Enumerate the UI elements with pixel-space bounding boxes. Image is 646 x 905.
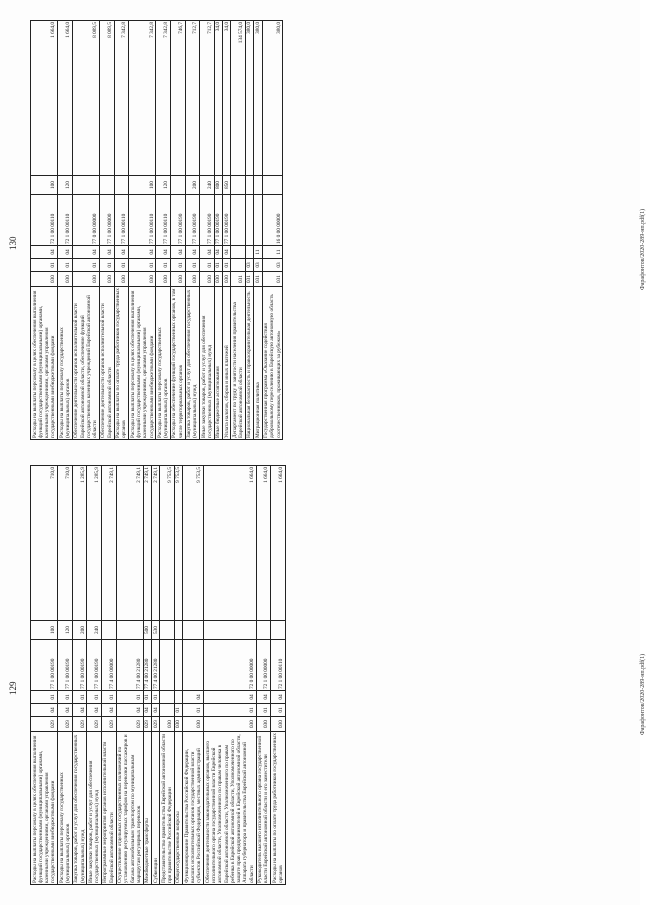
- cell-adm: 030: [99, 272, 114, 287]
- table-row: [31, 21, 58, 440]
- cell-pr: 04: [114, 246, 129, 259]
- cell-vr: [183, 621, 204, 640]
- table-row: [72, 21, 99, 440]
- cell-csr: 72 1 00 00110: [58, 195, 73, 246]
- cell-adm: 030: [183, 717, 204, 732]
- cell-adm: 029: [31, 717, 58, 732]
- cell-rz: [231, 259, 246, 272]
- cell-vr: 120: [58, 621, 73, 640]
- cell-rz: 01: [214, 259, 222, 272]
- cell-rz: 01: [256, 704, 271, 717]
- cell-name: Расходы на выплаты персоналу государственных (муниципальных) органов: [156, 287, 171, 440]
- cell-amt: 7 342,8: [114, 21, 129, 176]
- cell-pr: 04: [72, 246, 99, 259]
- cell-pr: 11: [262, 246, 283, 259]
- cell-name: Функционирование Правительства Российской Федерации, высших исполнительных органов государственной власти субъектов Российской Федерации, местных администраций: [183, 732, 204, 885]
- cell-adm: 029: [87, 717, 102, 732]
- cell-amt: 9 753,5: [183, 466, 204, 621]
- cell-amt: 8 089,5: [99, 21, 114, 176]
- cell-csr: 72 0 00 00000: [204, 640, 256, 691]
- cell-adm: 030: [156, 272, 171, 287]
- cell-name: Закупка товаров, работ и услуг для обеспечения государственных (муниципальных) нужд: [185, 287, 200, 440]
- cell-amt: 9 753,5: [174, 466, 182, 621]
- cell-adm: 030: [114, 272, 129, 287]
- table-row: [101, 466, 116, 885]
- cell-amt: 712,7: [185, 21, 200, 176]
- table-row: [254, 21, 262, 440]
- cell-rz: 04: [152, 704, 160, 717]
- cell-pr: [160, 691, 175, 704]
- cell-pr: 04: [256, 691, 271, 704]
- cell-amt: 34,0: [214, 21, 222, 176]
- cell-rz: [160, 704, 175, 717]
- cell-rz: 01: [185, 259, 200, 272]
- cell-vr: [72, 176, 99, 195]
- cell-name: Национальная безопасность и правоохранительная деятельность: [245, 287, 253, 440]
- cell-csr: 72 1 00 00000: [256, 640, 271, 691]
- cell-vr: [256, 621, 271, 640]
- cell-pr: 01: [31, 691, 58, 704]
- cell-rz: 04: [87, 704, 102, 717]
- cell-rz: 04: [143, 704, 151, 717]
- page-number: 129: [8, 681, 18, 695]
- cell-adm: 031: [254, 272, 262, 287]
- cell-csr: 77 1 00 00110: [156, 195, 171, 246]
- cell-adm: 029: [101, 717, 116, 732]
- cell-adm: 030: [214, 272, 222, 287]
- cell-adm: 030: [204, 717, 256, 732]
- cell-amt: 1 664,0: [31, 21, 58, 176]
- cell-pr: 01: [101, 691, 116, 704]
- table-row: [143, 466, 151, 885]
- cell-adm: 029: [152, 717, 160, 732]
- budget-table-right: [30, 20, 283, 440]
- cell-pr: 04: [156, 246, 171, 259]
- cell-adm: 030: [174, 717, 182, 732]
- cell-csr: [254, 195, 262, 246]
- table-row: [58, 466, 73, 885]
- cell-pr: 01: [58, 691, 73, 704]
- cell-csr: 77 1 00 00190: [200, 195, 215, 246]
- cell-adm: 030: [72, 272, 99, 287]
- cell-amt: 380,0: [254, 21, 262, 176]
- cell-csr: 77 1 00 00190: [87, 640, 102, 691]
- cell-rz: 04: [31, 704, 58, 717]
- cell-adm: 031: [231, 272, 246, 287]
- page-footer: Фарафонтов/2020-289-нп.pdf(1): [640, 653, 646, 735]
- cell-name: Обеспечение деятельности органов исполнительной власти Еврейской автономной области: [99, 287, 114, 440]
- table-row: [256, 466, 271, 885]
- table-row: [200, 21, 215, 440]
- cell-pr: 04: [223, 246, 231, 259]
- cell-name: Общегосударственные вопросы: [174, 732, 182, 885]
- cell-name: Расходы на выплаты персоналу государственных (муниципальных) органов: [58, 732, 73, 885]
- cell-csr: 77 1 00 00000: [99, 195, 114, 246]
- cell-name: Осуществление отдельных государственных полномочий по установлению регулируемых тарифов на перевозки пассажиров и багажа автомобильным транспортом по муниципальным маршрутам регулярных перевозок: [116, 732, 143, 885]
- cell-amt: 710,0: [31, 466, 58, 621]
- cell-amt: 1 664,0: [58, 21, 73, 176]
- page-number: 130: [8, 236, 18, 250]
- cell-rz: 03: [254, 259, 262, 272]
- cell-amt: 710,0: [58, 466, 73, 621]
- cell-pr: [174, 691, 182, 704]
- cell-csr: 77 1 00 00190: [58, 640, 73, 691]
- cell-csr: 77 1 00 00190: [72, 640, 87, 691]
- cell-amt: 380,0: [245, 21, 253, 176]
- cell-vr: [245, 176, 253, 195]
- cell-csr: 77 1 00 00190: [214, 195, 222, 246]
- cell-vr: 100: [31, 176, 58, 195]
- cell-csr: 77 4 00 00000: [101, 640, 116, 691]
- budget-table-left: [30, 465, 286, 885]
- cell-pr: 04: [185, 246, 200, 259]
- cell-vr: [114, 176, 129, 195]
- cell-csr: [231, 195, 246, 246]
- cell-adm: 031: [245, 272, 253, 287]
- cell-vr: 200: [185, 176, 200, 195]
- cell-amt: 7 342,8: [156, 21, 171, 176]
- cell-vr: 100: [31, 621, 58, 640]
- cell-csr: 77 1 00 00190: [31, 640, 58, 691]
- table-row: [152, 466, 160, 885]
- cell-adm: 030: [200, 272, 215, 287]
- cell-pr: 04: [170, 246, 185, 259]
- table-row: [262, 21, 283, 440]
- cell-amt: 2 749,1: [143, 466, 151, 621]
- table-row: [116, 466, 143, 885]
- table-row: [183, 466, 204, 885]
- cell-adm: 030: [160, 717, 175, 732]
- table-row: [160, 466, 175, 885]
- cell-name: Расходы на выплаты персоналу государственных (муниципальных) органов: [58, 287, 73, 440]
- cell-rz: 01: [114, 259, 129, 272]
- table-row: [185, 21, 200, 440]
- cell-pr: 04: [31, 246, 58, 259]
- cell-adm: 030: [129, 272, 156, 287]
- cell-name: Расходы на выплаты персоналу в целях обеспечения выполнения функций государственными (муниципальными) органами, казенными учреждениями, органами управления государственными внебюджетными фондами: [129, 287, 156, 440]
- cell-amt: 7 342,8: [129, 21, 156, 176]
- cell-csr: 72 1 00 00110: [271, 640, 286, 691]
- cell-adm: 030: [31, 272, 58, 287]
- cell-amt: 134 574,0: [231, 21, 246, 176]
- cell-adm: 029: [143, 717, 151, 732]
- cell-csr: [160, 640, 175, 691]
- table-row: [114, 21, 129, 440]
- cell-adm: 030: [185, 272, 200, 287]
- page-129: [8, 465, 646, 885]
- table-row: [31, 466, 58, 885]
- cell-name: Межбюджетные трансферты: [143, 732, 151, 885]
- table-row: [156, 21, 171, 440]
- cell-vr: 100: [129, 176, 156, 195]
- cell-adm: 030: [170, 272, 185, 287]
- cell-amt: 2 749,1: [116, 466, 143, 621]
- cell-vr: [160, 621, 175, 640]
- cell-vr: [170, 176, 185, 195]
- cell-adm: 029: [116, 717, 143, 732]
- cell-name: Расходы на выплаты персоналу в целях обеспечения выполнения функций государственными (муниципальными) органами, казенными учреждениями, органами управления государственными внебюджетными фондами: [31, 287, 58, 440]
- cell-name: Субвенции: [152, 732, 160, 885]
- table-row: [223, 21, 231, 440]
- cell-amt: 1 664,0: [204, 466, 256, 621]
- cell-name: Руководитель высшего исполнительного органа государственной власти Еврейской автономной области и его заместители: [256, 732, 271, 885]
- cell-adm: 029: [72, 717, 87, 732]
- table-row: [204, 466, 256, 885]
- cell-name: Расходы на выплаты по оплате труда работников государственных органов: [271, 733, 284, 883]
- cell-rz: 01: [31, 259, 58, 272]
- cell-rz: 01: [156, 259, 171, 272]
- cell-csr: [245, 195, 253, 246]
- cell-name: Миграционная политика: [254, 287, 262, 440]
- cell-adm: 031: [262, 272, 283, 287]
- cell-name: Представительство правительства Еврейской автономной области при правительстве Российской Федерации: [160, 732, 175, 885]
- cell-rz: 03: [245, 259, 253, 272]
- cell-csr: 72 1 00 00110: [31, 195, 58, 246]
- cell-rz: 01: [72, 259, 99, 272]
- cell-csr: 77 1 00 00190: [223, 195, 231, 246]
- cell-rz: 01: [200, 259, 215, 272]
- cell-amt: 712,7: [200, 21, 215, 176]
- cell-vr: [231, 176, 246, 195]
- cell-vr: 120: [58, 176, 73, 195]
- cell-pr: 04: [271, 691, 286, 704]
- cell-amt: 1 285,9: [87, 466, 102, 621]
- cell-amt: 2 749,1: [101, 466, 116, 621]
- cell-pr: 11: [254, 246, 262, 259]
- cell-name: Обеспечение деятельности законодательных органов, высшего исполнительного органа государственной власти Еврейской автономной области, Уполномоченного по правам человека в Еврейской автономной области, Уполномоченного по правам ребенка в Еврейской автономной области, Уполномоченного по защите прав предпринимателей в Еврейской автономной области, Аппарата губернатора и правительства Еврейской автономной области: [204, 732, 256, 885]
- cell-amt: 1 664,0: [271, 466, 286, 621]
- cell-name: Обеспечение деятельности органов исполнительной власти Еврейской автономной области, обеспечение функций государственных казенных учреждений Еврейской автономной области: [72, 287, 99, 440]
- cell-rz: 01: [174, 704, 182, 717]
- cell-pr: 04: [214, 246, 222, 259]
- cell-rz: 03: [262, 259, 283, 272]
- cell-csr: 77 1 00 00110: [129, 195, 156, 246]
- cell-amt: 1 664,0: [256, 466, 271, 621]
- cell-vr: [101, 621, 116, 640]
- cell-vr: 800: [214, 176, 222, 195]
- cell-adm: 030: [58, 272, 73, 287]
- cell-csr: 77 4 00 21280: [143, 640, 151, 691]
- cell-pr: 04: [200, 246, 215, 259]
- cell-amt: 380,0: [262, 21, 283, 176]
- cell-csr: 77 4 00 21280: [116, 640, 143, 691]
- cell-rz: 01: [204, 704, 256, 717]
- cell-pr: [245, 246, 253, 259]
- cell-adm: 030: [256, 717, 271, 732]
- cell-vr: 530: [152, 621, 160, 640]
- table-row: [231, 21, 246, 440]
- cell-pr: 01: [72, 691, 87, 704]
- cell-pr: 04: [99, 246, 114, 259]
- cell-amt: 746,7: [170, 21, 185, 176]
- cell-csr: 77 4 00 21280: [152, 640, 160, 691]
- cell-csr: 77 1 00 00190: [185, 195, 200, 246]
- cell-name: Иные закупки товаров, работ и услуг для обеспечения государственных (муниципальных) нужд: [87, 732, 102, 885]
- table-row: [129, 21, 156, 440]
- cell-adm: 029: [58, 717, 73, 732]
- cell-pr: 04: [183, 691, 204, 704]
- cell-rz: 04: [58, 704, 73, 717]
- cell-csr: 77 0 00 00000: [72, 195, 99, 246]
- table-row: [214, 21, 222, 440]
- cell-vr: 240: [200, 176, 215, 195]
- cell-rz: 04: [72, 704, 87, 717]
- table-row: [271, 466, 286, 885]
- cell-pr: [231, 246, 246, 259]
- cell-rz: 01: [58, 259, 73, 272]
- cell-pr: 04: [129, 246, 156, 259]
- cell-rz: 01: [99, 259, 114, 272]
- cell-vr: [99, 176, 114, 195]
- table-row: [170, 21, 185, 440]
- cell-rz: 01: [223, 259, 231, 272]
- cell-vr: 120: [156, 176, 171, 195]
- cell-rz: 01: [183, 704, 204, 717]
- cell-amt: 9 753,5: [160, 466, 175, 621]
- cell-vr: [271, 621, 286, 640]
- table-row: [87, 466, 102, 885]
- cell-vr: [254, 176, 262, 195]
- cell-amt: 2 749,1: [152, 466, 160, 621]
- cell-vr: [174, 621, 182, 640]
- cell-rz: 04: [101, 704, 116, 717]
- cell-rz: 01: [170, 259, 185, 272]
- cell-csr: [183, 640, 204, 691]
- cell-amt: 8 089,5: [72, 21, 99, 176]
- cell-name: Уплата налогов, сборов и иных платежей: [223, 287, 231, 440]
- cell-pr: 01: [152, 691, 160, 704]
- cell-name: Расходы на обеспечение функций государственных органов, в том числе территориальных органов: [171, 288, 184, 438]
- table-row: [99, 21, 114, 440]
- table-row: [245, 21, 253, 440]
- cell-rz: 04: [116, 704, 143, 717]
- table-row: [72, 466, 87, 885]
- cell-vr: [204, 621, 256, 640]
- cell-name: Непрограммные мероприятия органов исполнительной власти Еврейской автономной области: [101, 732, 116, 885]
- cell-name: Иные бюджетные ассигнования: [214, 287, 222, 440]
- cell-rz: 01: [129, 259, 156, 272]
- page-130: [8, 20, 646, 440]
- cell-pr: 01: [87, 691, 102, 704]
- cell-amt: 1 285,9: [72, 466, 87, 621]
- cell-vr: 200: [72, 621, 87, 640]
- cell-adm: 030: [271, 717, 286, 732]
- cell-csr: 77 1 00 00190: [170, 195, 185, 246]
- cell-name: Закупка товаров, работ и услуг для обеспечения государственных (муниципальных) нужд: [72, 732, 87, 885]
- cell-pr: 01: [143, 691, 151, 704]
- table-row: [58, 21, 73, 440]
- cell-vr: 850: [223, 176, 231, 195]
- cell-pr: 01: [116, 691, 143, 704]
- table-row: [174, 466, 182, 885]
- cell-adm: 030: [223, 272, 231, 287]
- cell-csr: [174, 640, 182, 691]
- cell-csr: 77 1 00 00110: [114, 195, 129, 246]
- cell-pr: 04: [58, 246, 73, 259]
- cell-vr: [262, 176, 283, 195]
- cell-vr: 240: [87, 621, 102, 640]
- cell-csr: 16 0 00 00000: [262, 195, 283, 246]
- cell-name: Государственная программа «Оказание содействия добровольному переселению в Еврейскую автономную область соотечественников, проживающих за рубежом»: [262, 287, 283, 440]
- cell-amt: 34,0: [223, 21, 231, 176]
- cell-vr: 500: [143, 621, 151, 640]
- cell-name: Расходы на выплаты персоналу в целях обеспечения выполнения функций государственными (муниципальными) органами, казенными учреждениями, органами управления государственными внебюджетными фондами: [31, 732, 58, 885]
- cell-name: Департамент по труду и занятости населения правительства Еврейской автономной области: [231, 287, 246, 440]
- cell-name: Расходы на выплаты по оплате труда работников государственных органов: [115, 288, 128, 438]
- cell-rz: 01: [271, 704, 286, 717]
- cell-name: Иные закупки товаров, работ и услуг для обеспечения государственных (муниципальных) нужд: [200, 287, 215, 440]
- page-footer: Фарафонтов/2020-289-нп.pdf(1): [640, 208, 646, 290]
- cell-pr: 04: [204, 691, 256, 704]
- cell-vr: [116, 621, 143, 640]
